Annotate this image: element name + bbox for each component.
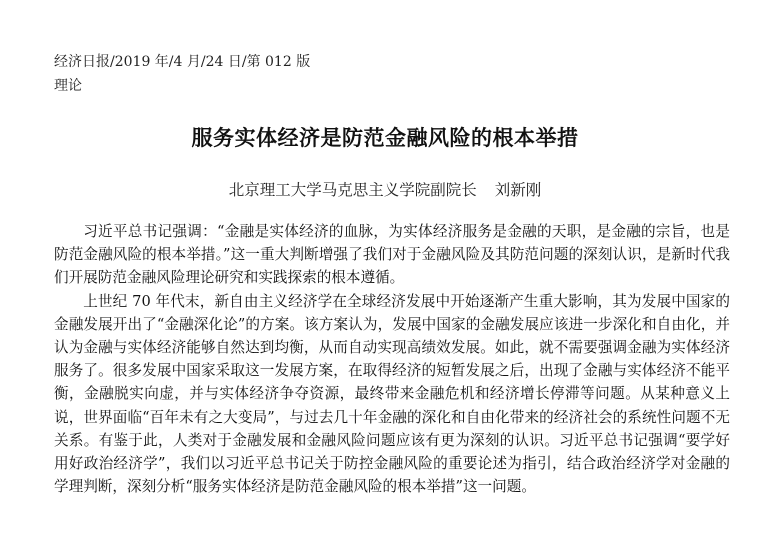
- section-label: 理论: [54, 78, 82, 94]
- byline: [0, 178, 770, 200]
- article-title: 服务实体经济是防范金融风险的根本举措: [191, 125, 579, 150]
- author-name: 刘新刚: [494, 181, 542, 199]
- author-affiliation: 北京理工大学马克思主义学院副院长: [228, 181, 477, 199]
- paragraph-1: 习近平总书记强调：“金融是实体经济的血脉，为实体经济服务是金融的天职，是金融的宗旨，也是防范金融风险的根本举措。”这一重大判断增强了我们对于金融风险及其防范问题的深刻认识，是新时代我们开展防范金融风险理论研究和实践探索的根本遵循。: [54, 223, 730, 287]
- paragraph-2: 上世纪 70 年代末，新自由主义经济学在全球经济发展中开始逐渐产生重大影响，其为发展中国家的金融发展开出了“金融深化论”的方案。该方案认为，发展中国家的金融发展应该进一步深化和自由化，并认为金融与实体经济能够自然达到均衡，从而自动实现高绩效发展。如此，就不需要强调金融为实体经济服务了。很多发展中国家采取这一发展方案，在取得经济的短暂发展之后，出现了金融与实体经济不能平衡，金融脱实向虚，并与实体经济争夺资源，最终带来金融危机和经济增长停滞等问题。从某种意义上说，世界面临“百年未有之大变局”，与过去几十年金融的深化和自由化带来的经济社会的系统性问题不无关系。有鉴于此，人类对于金融发展和金融风险问题应该有更为深刻的认识。习近平总书记强调“要学好用好政治经济学”，我们以习近平总书记关于防控金融风险的重要论述为指引，结合政治经济学对金融的学理判断，深刻分析“服务实体经济是防范金融风险的根本举措”这一问题。: [54, 292, 730, 496]
- article-body: [54, 220, 730, 498]
- publication-meta: [54, 50, 310, 98]
- source-line: 经济日报/2019 年/4 月/24 日/第 012 版: [54, 54, 311, 70]
